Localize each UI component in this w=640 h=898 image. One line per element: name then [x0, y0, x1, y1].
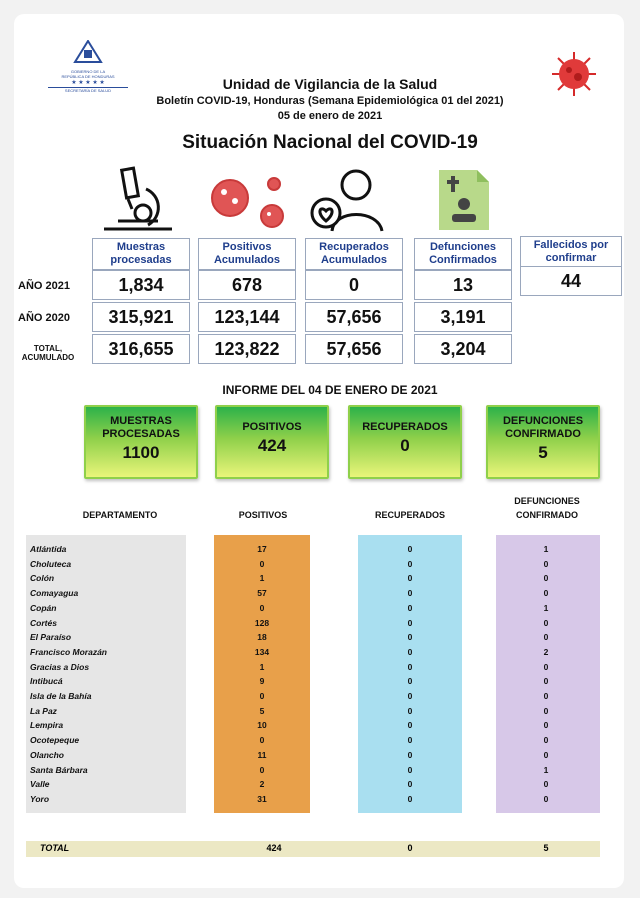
logo-stars: ★ ★ ★ ★ ★: [71, 80, 105, 86]
dept-rec-value: 0: [407, 588, 413, 598]
dept-pos-value: 1: [259, 662, 265, 672]
grave-icon: [437, 168, 491, 232]
dept-name: El Paraíso: [30, 632, 72, 642]
report-title: INFORME DEL 04 DE ENERO DE 2021: [222, 383, 438, 397]
dept-rec-value: 0: [407, 632, 413, 642]
cell-total-positivos: 123,822: [198, 334, 296, 364]
header-recuperados: Recuperados Acumulados: [305, 238, 403, 270]
box-positivos-value: 424: [257, 436, 287, 455]
bulletin-subtitle: Boletín COVID-19, Honduras (Semana Epidemiológica 01 del 2021): [156, 95, 504, 107]
dept-def-value: 1: [543, 765, 549, 775]
box-muestras: [84, 405, 198, 479]
dept-def-value: 2: [543, 647, 549, 657]
cell-2020-muestras: 315,921: [92, 302, 190, 332]
dept-def-value: 0: [543, 794, 549, 804]
th-recuperados: RECUPERADOS: [374, 510, 445, 520]
dept-def-value: 0: [543, 691, 549, 701]
header-fallecidos: Fallecidos por confirmar: [520, 236, 622, 268]
box-defunciones: [486, 405, 600, 479]
dept-def-value: 1: [543, 544, 549, 554]
dept-pos-value: 17: [257, 544, 267, 554]
row-label-total: TOTAL, ACUMULADO: [21, 344, 75, 362]
logo-line-3: SECRETARÍA DE SALUD: [48, 87, 128, 93]
cell-2020-defunciones: 3,191: [414, 302, 512, 332]
dept-def-value: 0: [543, 735, 549, 745]
dept-name: Francisco Morazán: [30, 647, 107, 657]
dept-name: Colón: [30, 573, 55, 583]
dept-name: Copán: [30, 603, 57, 613]
dept-name: Lempira: [30, 720, 64, 730]
dept-pos-value: 0: [259, 603, 265, 613]
recovered-person-icon: [304, 165, 394, 235]
cell-2021-positivos: 678: [198, 270, 296, 300]
total-positivos: 424: [266, 843, 282, 853]
dept-pos-value: 0: [259, 691, 265, 701]
dept-rec-value: 0: [407, 735, 413, 745]
logo-line-2: REPÚBLICA DE HONDURAS: [61, 74, 115, 79]
box-recuperados-value: 0: [400, 436, 410, 455]
cell-2021-muestras: 1,834: [92, 270, 190, 300]
box-positivos-label: POSITIVOS: [242, 421, 302, 433]
dept-name: Atlántida: [30, 544, 67, 554]
dept-rec-value: 0: [407, 676, 413, 686]
dept-name: Comayagua: [30, 588, 79, 598]
total-defunciones: 5: [543, 843, 549, 853]
dept-name: Yoro: [30, 794, 50, 804]
dept-rec-value: 0: [407, 720, 413, 730]
dept-pos-value: 0: [259, 765, 265, 775]
dept-pos-value: 128: [254, 618, 270, 628]
dept-name: Isla de la Bahía: [30, 691, 92, 701]
dept-name: Ocotepeque: [30, 735, 80, 745]
dept-pos-value: 9: [259, 676, 265, 686]
virus-icon: [202, 170, 292, 234]
dept-def-value: 0: [543, 676, 549, 686]
total-recuperados: 0: [407, 843, 413, 853]
th-defunciones: DEFUNCIONES CONFIRMADO: [514, 496, 580, 520]
box-muestras-value: 1100: [122, 443, 160, 462]
dept-def-value: 0: [543, 573, 549, 583]
cell-total-recuperados: 57,656: [305, 334, 403, 364]
cell-total-defunciones: 3,204: [414, 334, 512, 364]
th-departamento: DEPARTAMENTO: [82, 510, 158, 520]
dept-def-value: 0: [543, 662, 549, 672]
dept-def-value: 0: [543, 559, 549, 569]
dept-def-value: 0: [543, 632, 549, 642]
th-positivos: POSITIVOS: [238, 510, 288, 520]
bulletin-date: 05 de enero de 2021: [277, 110, 383, 122]
dept-pos-value: 134: [254, 647, 270, 657]
header-muestras: Muestras procesadas: [92, 238, 190, 270]
dept-pos-value: 57: [257, 588, 267, 598]
cell-2020-recuperados: 57,656: [305, 302, 403, 332]
dept-rec-value: 0: [407, 618, 413, 628]
box-defunciones-label: DEFUNCIONES CONFIRMADO: [502, 415, 584, 440]
dept-def-value: 0: [543, 720, 549, 730]
header-defunciones: Defunciones Confirmados: [414, 238, 512, 270]
dept-rec-value: 0: [407, 779, 413, 789]
dept-name: Valle: [30, 779, 50, 789]
dept-pos-value: 11: [257, 750, 267, 760]
row-label-2021: AÑO 2021: [18, 280, 70, 292]
dept-pos-value: 18: [257, 632, 267, 642]
dept-pos-value: 5: [259, 706, 265, 716]
dept-pos-value: 31: [257, 794, 267, 804]
box-recuperados: [348, 405, 462, 479]
dept-rec-value: 0: [407, 647, 413, 657]
dept-name: Intibucá: [30, 676, 63, 686]
dept-def-value: 0: [543, 750, 549, 760]
dept-def-value: 0: [543, 588, 549, 598]
box-defunciones-value: 5: [538, 443, 548, 462]
cell-total-muestras: 316,655: [92, 334, 190, 364]
dept-rec-value: 0: [407, 765, 413, 775]
dept-def-value: 0: [543, 618, 549, 628]
dept-rec-value: 0: [407, 559, 413, 569]
dept-pos-value: 1: [259, 573, 265, 583]
dept-name: Santa Bárbara: [30, 765, 88, 775]
dept-name: Choluteca: [30, 559, 72, 569]
dept-rec-value: 0: [407, 691, 413, 701]
microscope-icon: [98, 165, 178, 235]
dept-def-value: 0: [543, 779, 549, 789]
dept-rec-value: 0: [407, 794, 413, 804]
dept-name: Gracias a Dios: [30, 662, 90, 672]
dept-rec-value: 0: [407, 706, 413, 716]
cell-2020-positivos: 123,144: [198, 302, 296, 332]
dept-pos-value: 0: [259, 735, 265, 745]
dept-pos-value: 2: [259, 779, 265, 789]
header-positivos: Positivos Acumulados: [198, 238, 296, 270]
box-muestras-label: MUESTRAS PROCESADAS: [102, 415, 180, 440]
total-bar: [26, 841, 600, 857]
dept-name: La Paz: [30, 706, 57, 716]
dept-rec-value: 0: [407, 573, 413, 583]
unit-title: Unidad de Vigilancia de la Salud: [222, 76, 438, 92]
logo-line-1: GOBIERNO DE LA: [70, 69, 106, 74]
main-title: Situación Nacional del COVID-19: [182, 132, 478, 153]
total-label: TOTAL: [40, 843, 70, 853]
dept-rec-value: 0: [407, 750, 413, 760]
coronavirus-logo-icon: [550, 50, 598, 98]
dept-def-value: 0: [543, 706, 549, 716]
dept-name: Olancho: [30, 750, 65, 760]
dept-def-value: 1: [543, 603, 549, 613]
box-recuperados-label: RECUPERADOS: [362, 421, 448, 433]
cell-2021-defunciones: 13: [414, 270, 512, 300]
cell-2021-fallecidos: 44: [520, 266, 622, 296]
dept-pos-value: 10: [257, 720, 267, 730]
dept-rec-value: 0: [407, 662, 413, 672]
dept-name: Cortés: [30, 618, 57, 628]
row-label-2020: AÑO 2020: [18, 312, 70, 324]
dept-rec-value: 0: [407, 544, 413, 554]
dept-rec-value: 0: [407, 603, 413, 613]
seal-triangle-icon: [73, 40, 103, 64]
dept-pos-value: 0: [259, 559, 265, 569]
box-positivos: [215, 405, 329, 479]
cell-2021-recuperados: 0: [305, 270, 403, 300]
